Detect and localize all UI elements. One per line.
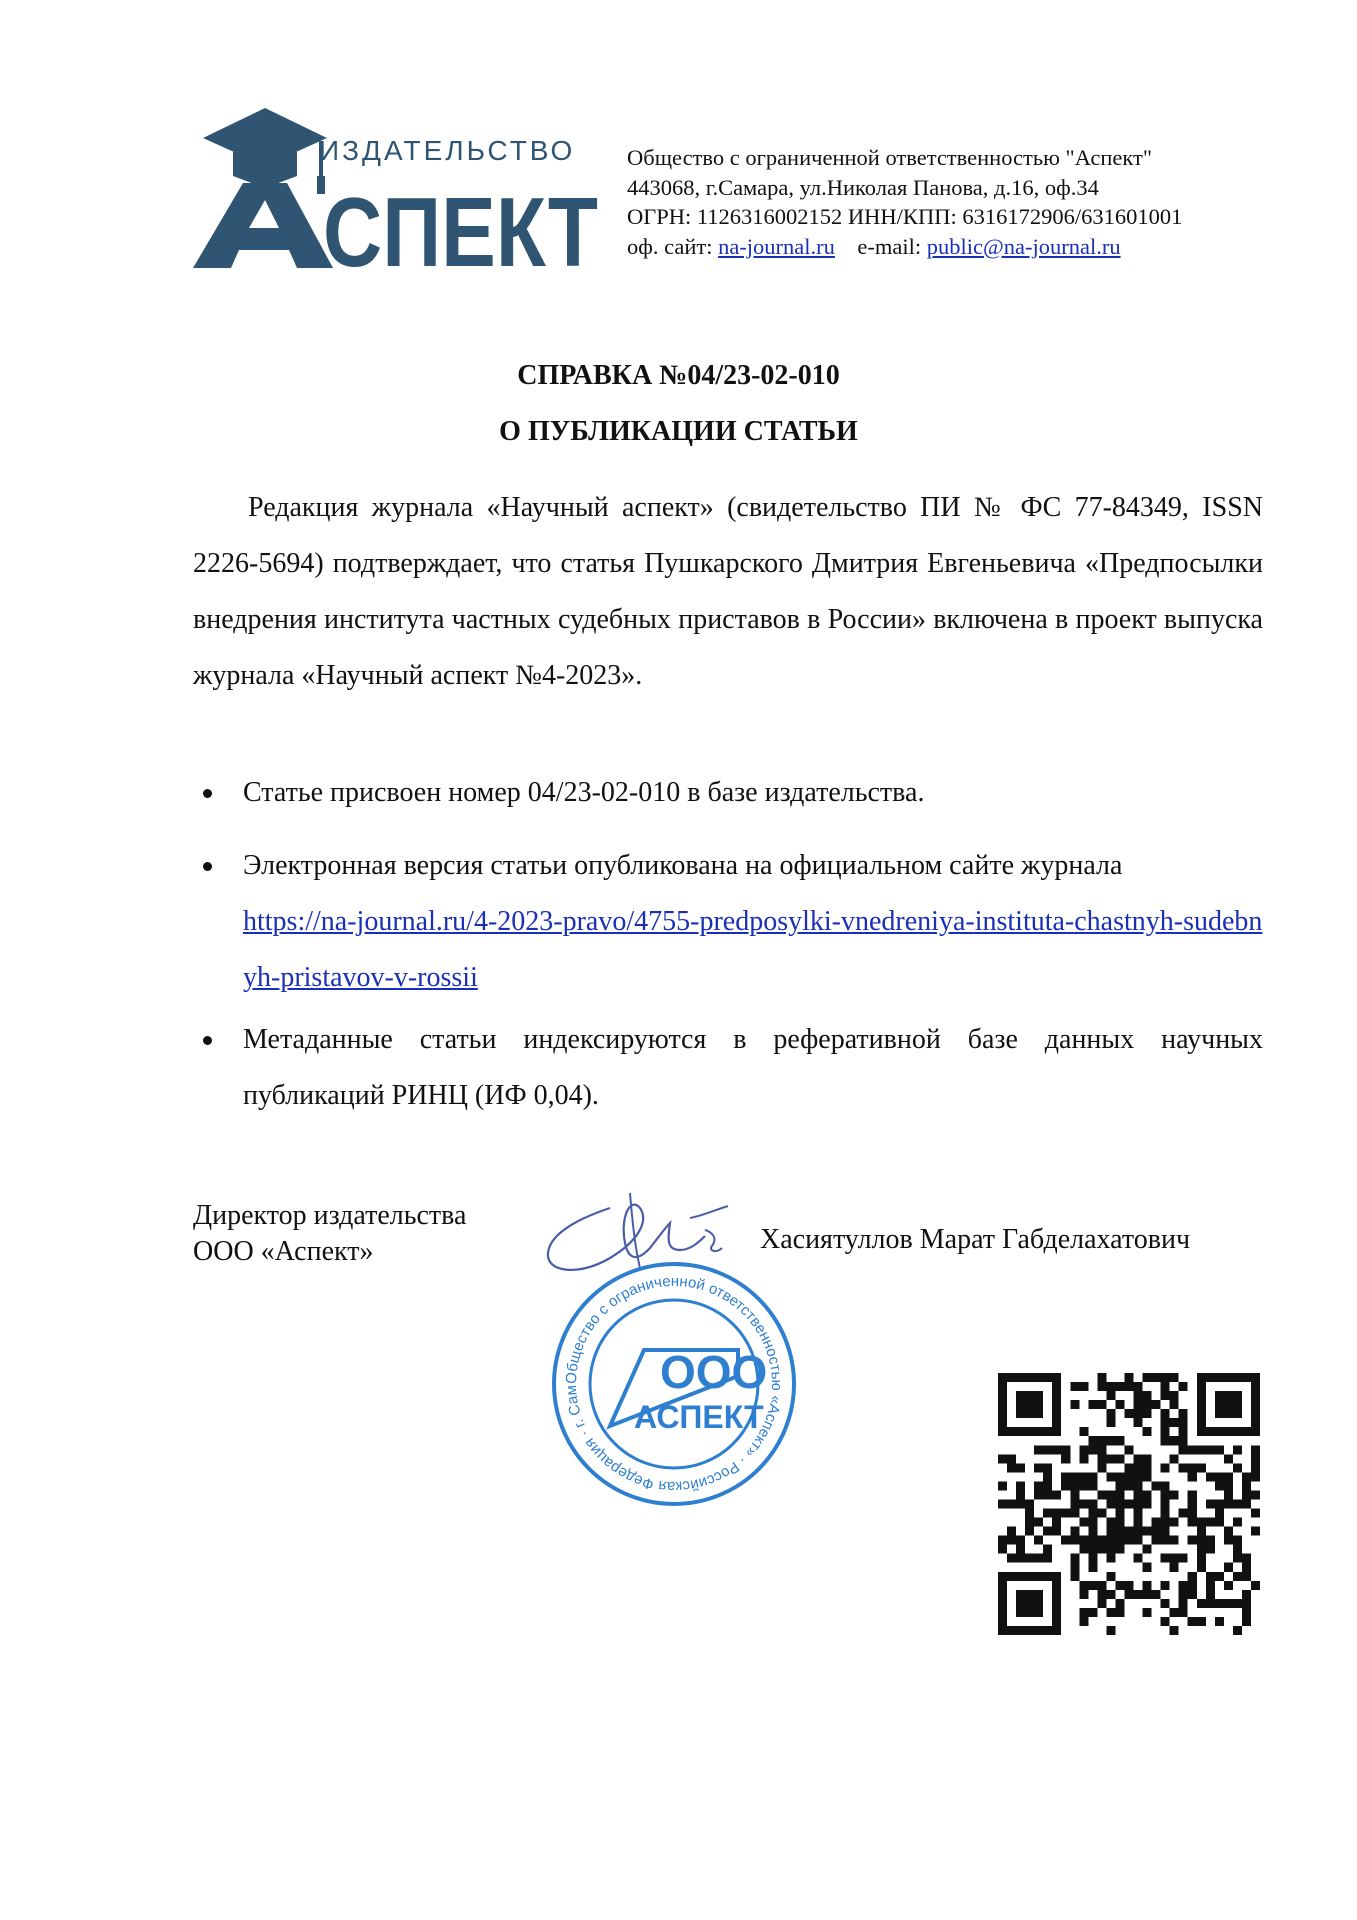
bullet-text: Метаданные статьи индексируются в реферативной базе данных научных публикаций РИНЦ (ИФ 0,04). (243, 1024, 1263, 1111)
company-address: 443068, г.Самара, ул.Николая Панова, д.16, оф.34 (627, 174, 1099, 200)
bullet-icon (203, 862, 212, 871)
logo-big-text: СПЕКТ (323, 177, 598, 287)
bullet-icon (203, 789, 212, 798)
company-contacts (627, 232, 1327, 262)
director-role (193, 1198, 466, 1270)
publisher-logo (193, 108, 603, 287)
email-label: e-mail: (857, 233, 922, 259)
company-requisites (627, 143, 1327, 261)
director-role-line1: Директор издательства (193, 1200, 467, 1231)
document-subtitle: О ПУБЛИКАЦИИ СТАТЬИ (499, 416, 858, 447)
company-registration: ОГРН: 1126316002152 ИНН/КПП: 6316172906/631601001 (627, 204, 1183, 229)
stamp-ring-text: Общество с ограниченной ответственностью «Аспект» · Российская Федерация · г. Самара (543, 1245, 786, 1496)
bullet-text: Статье присвоен номер 04/23-02-010 в базе издательства. (243, 777, 925, 808)
stamp-center-top: ООО (660, 1346, 768, 1398)
director-name: Хасиятуллов Марат Габделахатович (760, 1224, 1191, 1255)
bullet-text: Электронная версия статьи опубликована на официальном сайте журнала (243, 850, 1123, 881)
article-link[interactable]: https://na-journal.ru/4-2023-pravo/4755-predposylki-vnedreniya-instituta-chastnyh-sudebnyh-pristavov-v-rossii (243, 906, 1263, 993)
logo-small-text: ИЗДАТЕЛЬСТВО (319, 135, 576, 166)
stamp-center-bottom: АСПЕКТ (634, 1399, 764, 1435)
list-item (193, 838, 1263, 1006)
email-link[interactable]: public@na-journal.ru (926, 233, 1121, 259)
director-role-line2: ООО «Аспект» (193, 1236, 374, 1267)
list-item (193, 765, 1263, 821)
company-stamp (543, 1245, 800, 1510)
body-paragraph: Редакция журнала «Научный аспект» (свидетельство ПИ № ФС 77-84349, ISSN 2226-5694) подтверждает, что статья Пушкарского Дмитрия Евгеньевича «Предпосылки внедрения института частных судебных приставов в России» включена в проект выпуска журнала «Научный аспект №4-2023». (193, 492, 1263, 691)
qr-code (998, 1373, 1260, 1635)
site-link[interactable]: na-journal.ru (718, 233, 835, 259)
list-item (193, 1012, 1263, 1124)
bullet-list (193, 765, 1263, 821)
document-title: СПРАВКА №04/23-02-010 (517, 360, 840, 391)
bullet-icon (203, 1036, 212, 1045)
bullet-list (193, 838, 1263, 1006)
company-name: Общество с ограниченной ответственностью "Аспект" (627, 145, 1153, 170)
site-label: оф. сайт: (627, 233, 713, 259)
bullet-list (193, 1012, 1263, 1124)
graduation-cap-icon (193, 108, 603, 287)
